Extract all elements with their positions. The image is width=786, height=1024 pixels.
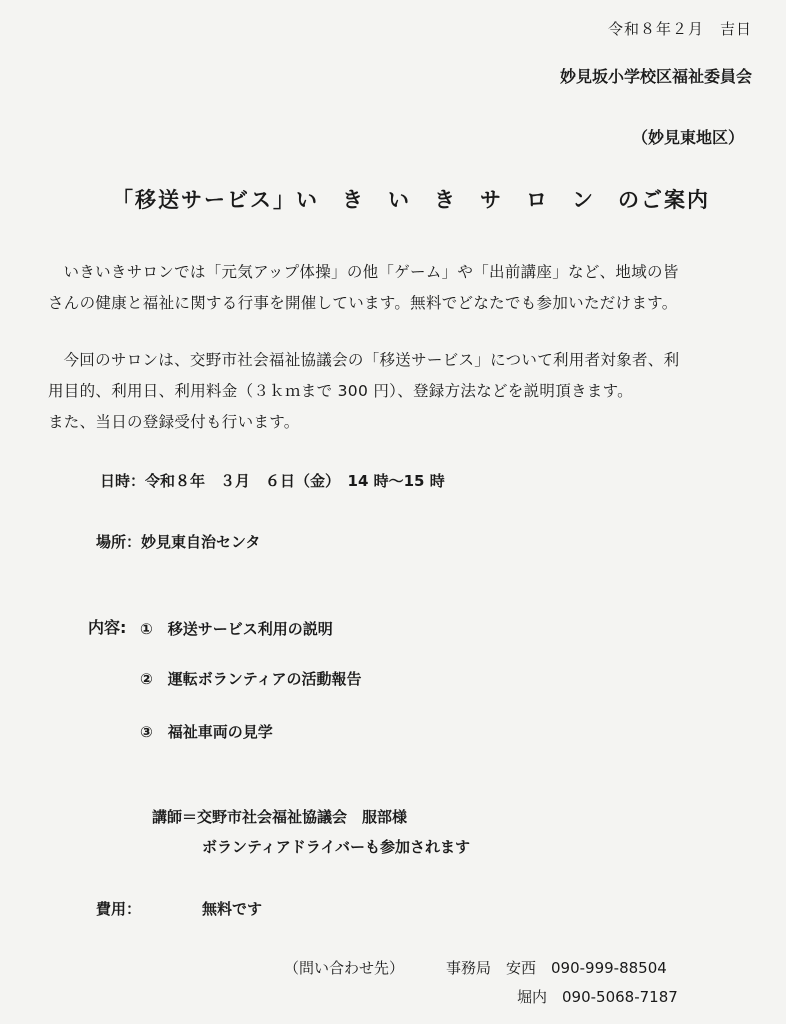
district-name: （妙見東地区）: [631, 128, 744, 147]
details-line-1: 今回のサロンは、交野市社会福祉協議会の「移送サービス」について利用者対象者、利: [63, 351, 680, 369]
intro-line-1: いきいきサロンでは「元気アップ体操」の他「ゲーム」や「出前講座」など、地域の皆: [63, 263, 679, 281]
organization-name: 妙見坂小学校区福祉委員会: [559, 67, 752, 86]
contact-line-1: 事務局 安西 090-999-88504: [446, 959, 667, 977]
details-paragraph: [48, 345, 760, 438]
intro-line-2: さんの健康と福祉に関する行事を開催しています。無料でどなたでも参加いただけます。: [48, 294, 678, 312]
issue-date: 令和８年２月 吉日: [607, 20, 752, 38]
contents-item-2: ② 運転ボランティアの活動報告: [140, 670, 362, 688]
contents-label: 内容:: [88, 618, 127, 637]
fee-value: 無料です: [202, 900, 263, 918]
event-datetime: 日時：令和８年 ３月 ６日（金） 14 時〜15 時: [100, 472, 445, 490]
contact-line-2: 堀内 090-5068-7187: [517, 988, 678, 1006]
event-place: 場所：妙見東自治センタ: [96, 533, 261, 551]
details-line-2: 用目的、利用日、利用料金（３ｋｍまで 300 円）、登録方法などを説明頂きます。: [48, 382, 633, 400]
contents-item-1: ① 移送サービス利用の説明: [140, 620, 333, 638]
fee-label: 費用：: [96, 900, 142, 918]
contents-item-3: ③ 福祉車両の見学: [140, 723, 273, 741]
document-title: 「移送サービス」い き い き サ ロ ン のご案内: [112, 188, 710, 212]
volunteer-line: ボランティアドライバーも参加されます: [202, 838, 471, 856]
lecturer-line: 講師＝交野市社会福祉協議会 服部様: [152, 808, 408, 826]
intro-paragraph: [48, 257, 760, 319]
contact-label: （問い合わせ先）: [284, 959, 405, 977]
details-line-3: また、当日の登録受付も行います。: [48, 413, 300, 431]
